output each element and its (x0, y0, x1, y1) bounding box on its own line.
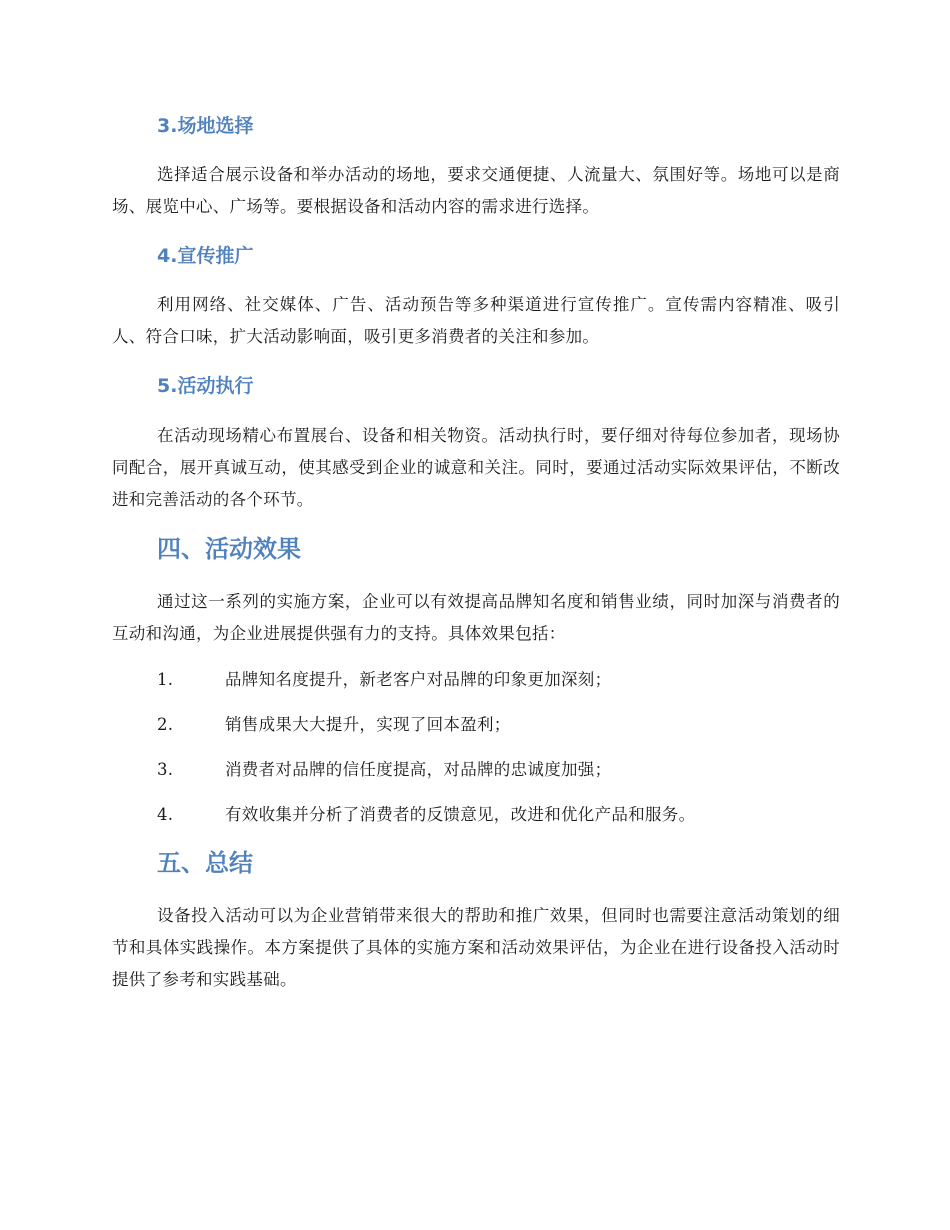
list-item-number: 4. (157, 805, 174, 824)
list-item-text: 有效收集并分析了消费者的反馈意见，改进和优化产品和服务。 (225, 805, 696, 824)
section-heading-effects: 四、活动效果 (157, 535, 301, 563)
list-item-number: 3. (157, 760, 174, 779)
section-body-venue: 选择适合展示设备和举办活动的场地，要求交通便捷、人流量大、氛围好等。场地可以是商场、展览中心、广场等。要根据设备和活动内容的需求进行选择。 (112, 165, 840, 216)
section-body-promotion: 利用网络、社交媒体、广告、活动预告等多种渠道进行宣传推广。宣传需内容精准、吸引人、符合口味，扩大活动影响面，吸引更多消费者的关注和参加。 (112, 295, 840, 346)
list-item (157, 758, 837, 782)
list-item (157, 803, 837, 827)
section-body-summary: 设备投入活动可以为企业营销带来很大的帮助和推广效果，但同时也需要注意活动策划的细节和具体实践操作。本方案提供了具体的实施方案和活动效果评估，为企业在进行设备投入活动时提供了参考和实践基础。 (112, 906, 840, 989)
list-item-text: 品牌知名度提升，新老客户对品牌的印象更加深刻； (225, 670, 612, 689)
section-intro-effects: 通过这一系列的实施方案，企业可以有效提高品牌知名度和销售业绩，同时加深与消费者的互动和沟通，为企业进展提供强有力的支持。具体效果包括： (112, 592, 840, 643)
section-heading-venue: 3.场地选择 (157, 115, 254, 137)
section-heading-promotion: 4.宣传推广 (157, 245, 254, 267)
list-item-number: 1. (157, 670, 174, 689)
list-item-text: 消费者对品牌的信任度提高，对品牌的忠诚度加强； (225, 760, 612, 779)
list-item (157, 668, 837, 692)
list-item-number: 2. (157, 715, 174, 734)
section-body-execution: 在活动现场精心布置展台、设备和相关物资。活动执行时，要仔细对待每位参加者，现场协同配合，展开真诚互动，使其感受到企业的诚意和关注。同时，要通过活动实际效果评估，不断改进和完善活动的各个环节。 (112, 426, 840, 509)
list-item (157, 713, 837, 737)
section-heading-summary: 五、总结 (157, 849, 253, 877)
section-heading-execution: 5.活动执行 (157, 375, 254, 397)
list-item-text: 销售成果大大提升，实现了回本盈利； (225, 715, 511, 734)
